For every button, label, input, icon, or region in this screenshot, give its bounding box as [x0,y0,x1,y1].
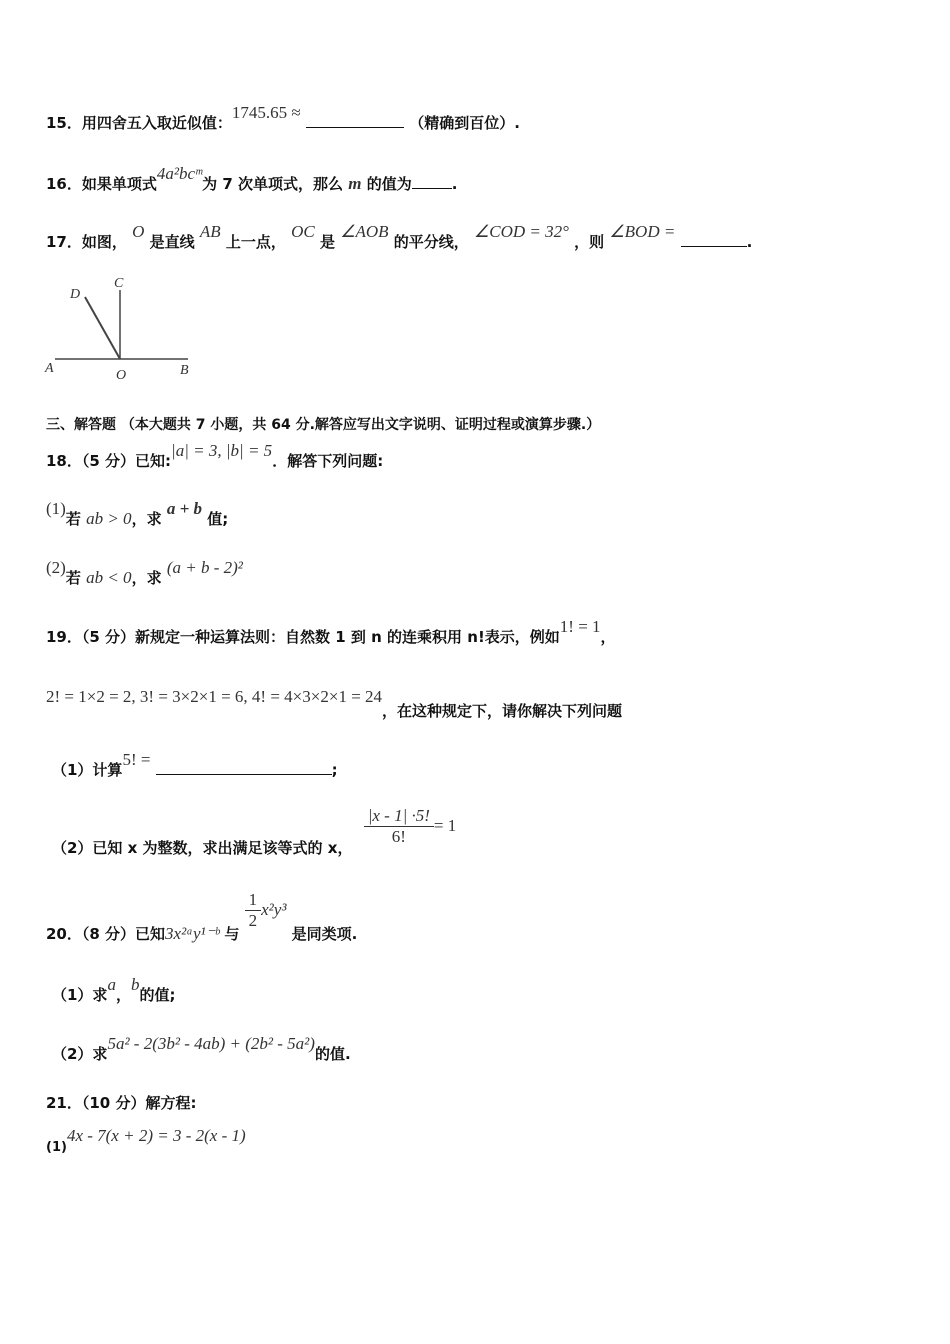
q19-example-2: 2! = 1×2 = 2, 3! = 3×2×1 = 6, 4! = 4×3×2×1 = 24 [46,687,383,706]
q20-half-denominator: 2 [248,911,258,930]
q17-text-2: 上一点， [225,233,286,251]
question-17 [46,222,753,252]
q17-text-3: 是 [320,233,336,251]
q19-examples [46,686,623,720]
q19-part-2 [52,806,457,857]
q18-p1-text-c: 值; [207,510,229,528]
q20-p1-var-b: b [130,975,140,994]
q18-expression: |a| = 3, |b| = 5 [171,441,273,460]
q17-angle-aob: ∠AOB [340,222,389,241]
section-3-title: 三、解答题 （本大题共 7 小题，共 64 分.解答应写出文字说明、证明过程或演算步骤.） [46,417,601,433]
q19-fraction-equals: = 1 [433,816,457,835]
q20-p2-expression: 5a² - 2(3b² - 4ab) + (2b² - 5a²) [107,1034,315,1053]
question-16 [46,164,458,194]
q20-label: 20．（8 分）已知 [46,925,166,943]
q19-p1-answer-blank[interactable] [156,760,332,775]
q18-p2-condition: ab < 0 [86,568,132,587]
q17-text-4: 的平分线， [393,233,469,251]
q17-point-o: O [132,222,145,241]
q19-fraction-denominator: 6! [391,827,406,846]
q18-p2-expression: (a + b - 2)² [166,558,243,577]
q16-end: . [451,175,458,193]
q20-p2-text: （2）求 [52,1045,108,1063]
q20-part-1 [52,975,176,1005]
q20-half [245,890,262,931]
q19-label: 19．（5 分）新规定一种运算法则：自然数 1 到 n 的连乘积用 n!表示，例如 [46,628,560,646]
q20-suffix: 是同类项. [291,925,358,943]
q19-p1-end: ; [331,761,338,779]
q19-part-1 [52,750,338,780]
q17-angle-cod: ∠COD = 32° [474,222,569,241]
q18-p2-number: (2) [46,558,66,577]
question-21 [46,1092,196,1113]
q18-p2-text-a: 若 [65,569,81,587]
q20-p2-end: 的值. [314,1045,351,1063]
q18-p1-condition: ab > 0 [86,509,132,528]
q19-example-1: 1! = 1 [559,617,601,636]
q17-text-1: 是直线 [149,233,195,251]
ray-od [85,297,120,359]
q18-p1-number: (1) [46,499,66,518]
q20-p1-sep: ， [115,986,131,1004]
q20-term-1: 3x²ᵃy¹⁻ᵇ [165,924,220,943]
q19-p2-text: （2）已知 x 为整数，求出满足该等式的 x， [52,839,353,857]
q16-expression: 4a²bcᵐ [156,164,203,183]
q15-label: 15．用四舍五入取近似值： [46,114,232,132]
q20-p1-end: 的值; [139,986,176,1004]
q21-p1-number: (1) [46,1140,67,1155]
q19-fraction [364,806,434,847]
question-19 [46,617,616,647]
label-a: A [45,361,54,376]
q20-and: 与 [224,925,240,943]
q17-line-ab: AB [199,222,221,241]
q21-p1-expression: 4x - 7(x + 2) = 3 - 2(x - 1) [66,1126,246,1145]
question-20 [46,890,358,943]
q17-ray-oc: OC [291,222,315,241]
q17-text-5: ，则 [574,233,605,251]
q19-example-suffix: ，在这种规定下，请你解决下列问题 [382,702,623,720]
q20-half-numerator: 1 [245,890,262,911]
q16-middle: 为 7 次单项式，那么 [202,175,343,193]
q19-fraction-numerator: |x - 1| ·5! [364,806,434,827]
q21-label: 21．（10 分）解方程: [46,1094,197,1112]
q15-expression: 1745.65 ≈ [231,103,301,122]
q17-angle-bod: ∠BOD = [609,222,676,241]
angle-figure [40,270,200,385]
q16-answer-blank[interactable] [412,174,452,189]
label-b: B [180,363,189,378]
q20-part-2 [52,1034,351,1064]
q15-suffix: （精确到百位）. [409,114,520,132]
q20-p1-text: （1）求 [52,986,108,1004]
q20-term-2: x²y³ [261,900,287,919]
q16-variable: m [348,174,362,193]
q18-part-2 [46,558,243,588]
q19-p1-expression: 5! = [122,750,151,769]
q18-part-1 [46,499,229,529]
q16-suffix: 的值为 [366,175,412,193]
q18-p2-text-b: ，求 [131,569,162,587]
q17-label: 17．如图， [46,233,127,251]
q16-label: 16．如果单项式 [46,175,157,193]
q17-answer-blank[interactable] [681,232,747,247]
q18-p1-expression: a + b [166,499,202,518]
q15-answer-blank[interactable] [306,113,404,128]
q21-part-1 [46,1126,246,1156]
q18-suffix: ．解答下列问题: [272,452,384,470]
q20-p1-var-a: a [107,975,116,994]
q18-p1-text-a: 若 [65,510,81,528]
label-d: D [70,287,81,302]
question-18 [46,441,384,471]
q18-label: 18．（5 分）已知: [46,452,172,470]
label-o: O [116,368,127,383]
q19-comma: ， [600,628,616,646]
question-15 [46,103,520,133]
q19-p1-text: （1）计算 [52,761,123,779]
q17-end: . [746,233,753,251]
label-c: C [114,276,124,291]
q18-p1-text-b: ，求 [131,510,162,528]
